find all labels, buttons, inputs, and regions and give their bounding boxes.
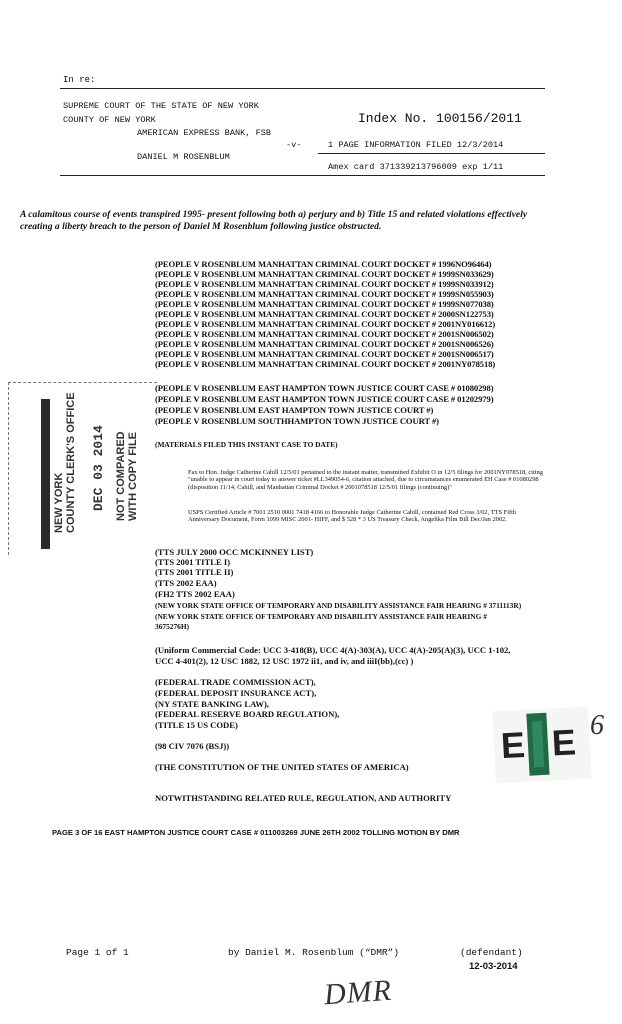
plaintiff-name: AMERICAN EXPRESS BANK, FSB bbox=[137, 128, 272, 138]
exhibit-tab bbox=[492, 707, 592, 784]
usps-note: USPS Certified Article # 7001 2510 0001 7418 4166 to Honorable Judge Catherine Cahill, contained Red Cross 3/02, TTS Fifth Anniversary Document, Form 1099 MISC 2001- HIFF, and $ 528 * 3 US Treasury Check, Angelika Film Bill Dec/Jan 2002. bbox=[188, 509, 517, 524]
clerk-stamp bbox=[8, 382, 157, 555]
footer-date: 12-03-2014 bbox=[469, 961, 518, 972]
federal-line: (FEDERAL RESERVE BOARD REGULATION), bbox=[155, 709, 340, 719]
court-line-2: COUNTY OF NEW YORK bbox=[63, 115, 156, 125]
footer-page: Page 1 of 1 bbox=[66, 947, 129, 958]
constitution-line: (THE CONSTITUTION OF THE UNITED STATES OF AMERICA) bbox=[155, 762, 409, 772]
header-top-rule bbox=[60, 88, 545, 89]
header-mid-rule bbox=[318, 153, 545, 154]
tts-line: (TTS JULY 2000 OCC MCKINNEY LIST) bbox=[155, 547, 314, 557]
otda-line: (NEW YORK STATE OFFICE OF TEMPORARY AND DISABILITY ASSISTANCE FAIR HEARING # 3711113R) bbox=[155, 601, 522, 610]
court-line-1: SUPREME COURT OF THE STATE OF NEW YORK bbox=[63, 101, 259, 111]
east-hampton-line: (PEOPLE V ROSENBLUM SOUTHHAMPTON TOWN JUSTICE COURT #) bbox=[155, 416, 439, 426]
in-re-label: In re: bbox=[63, 75, 96, 85]
stamp-date: DEC 03 2014 bbox=[91, 425, 106, 511]
tts-line: (TTS 2001 TITLE II) bbox=[155, 567, 234, 577]
docket-line: (PEOPLE V ROSENBLUM MANHATTAN CRIMINAL COURT DOCKET # 2001SN006517) bbox=[155, 349, 494, 359]
otda-line: 3675276H) bbox=[155, 622, 190, 631]
intro-statement: A calamitous course of events transpired 1995- present following both a) perjury and b) Title 15 and related violations effectively creating a liberty breach to the person of Daniel M Rosenblum following justice obstructed. bbox=[20, 209, 528, 232]
east-hampton-line: (PEOPLE V ROSENBLUM EAST HAMPTON TOWN JUSTICE COURT #) bbox=[155, 405, 434, 415]
ucc-line: UCC 4-401(2), 12 USC 1882, 12 USC 1972 ii1, and iv, and iiiI(bb),(cc) ) bbox=[155, 656, 414, 666]
docket-line: (PEOPLE V ROSENBLUM MANHATTAN CRIMINAL COURT DOCKET # 1999SN033912) bbox=[155, 279, 494, 289]
fax-note: Fax to Hon. Judge Catherine Cahill 12/5/01 pertained to the instant matter, transmitted Exhibit O in 12/5 filings for 2001NY078518, citing "unable to appear in court today to answer ticket #LL349054-6, citation attached, due to circumstances enumerated EH Case # 01080298 (disposition 11/14, Cahill, and Manhattan Criminal Docket # 2001078518 12/5/01 filings (continuing)" bbox=[188, 469, 543, 491]
index-number: Index No. 100156/2011 bbox=[358, 111, 522, 126]
info-filed-note: 1 PAGE INFORMATION FILED 12/3/2014 bbox=[328, 140, 504, 150]
otda-line: (NEW YORK STATE OFFICE OF TEMPORARY AND DISABILITY ASSISTANCE FAIR HEARING # bbox=[155, 612, 487, 621]
stamp-note-text bbox=[115, 431, 139, 521]
amex-card-note: Amex card 371339213796009 exp 1/11 bbox=[328, 162, 504, 172]
docket-line: (PEOPLE V ROSENBLUM MANHATTAN CRIMINAL COURT DOCKET # 1999SN077038) bbox=[155, 299, 494, 309]
docket-line: (PEOPLE V ROSENBLUM MANHATTAN CRIMINAL COURT DOCKET # 2001NY078518) bbox=[155, 359, 496, 369]
stamp-note-1: NOT COMPARED bbox=[115, 431, 127, 521]
docket-line: (PEOPLE V ROSENBLUM MANHATTAN CRIMINAL COURT DOCKET # 2000SN122753) bbox=[155, 309, 494, 319]
header-bottom-rule bbox=[60, 175, 545, 176]
federal-line: (TITLE 15 US CODE) bbox=[155, 720, 238, 730]
tts-line: (TTS 2001 TITLE I) bbox=[155, 557, 231, 567]
stamp-line-2: COUNTY CLERK'S OFFICE bbox=[65, 392, 77, 533]
docket-line: (PEOPLE V ROSENBLUM MANHATTAN CRIMINAL COURT DOCKET # 1999SN055903) bbox=[155, 289, 494, 299]
footer-role: (defendant) bbox=[460, 947, 523, 958]
federal-line: (FEDERAL TRADE COMMISSION ACT), bbox=[155, 677, 316, 687]
footer-author: by Daniel M. Rosenblum (“DMR”) bbox=[228, 947, 400, 958]
exhibit-letter-right: E bbox=[550, 721, 577, 764]
stamp-bar bbox=[41, 399, 50, 549]
civ-case: (98 CIV 7076 (BSJ)) bbox=[155, 741, 230, 751]
versus-mark: -v- bbox=[286, 140, 302, 150]
stamp-office-text bbox=[53, 392, 77, 533]
exhibit-number: 6 bbox=[590, 710, 604, 741]
federal-line: (NY STATE BANKING LAW), bbox=[155, 699, 269, 709]
tts-line: (TTS 2002 EAA) bbox=[155, 578, 217, 588]
east-hampton-line: (PEOPLE V ROSENBLUM EAST HAMPTON TOWN JUSTICE COURT CASE # 01080298) bbox=[155, 383, 494, 393]
docket-line: (PEOPLE V ROSENBLUM MANHATTAN CRIMINAL COURT DOCKET # 1999SN033629) bbox=[155, 269, 494, 279]
exhibit-letter-left: E bbox=[499, 723, 527, 767]
ucc-line: (Uniform Commercial Code: UCC 3-418(B), UCC 4(A)-303(A), UCC 4(A)-205(A)(3), UCC 1-102, bbox=[155, 645, 511, 655]
stamp-line-1: NEW YORK bbox=[53, 472, 65, 533]
page-note: PAGE 3 OF 16 EAST HAMPTON JUSTICE COURT CASE # 011003269 JUNE 26TH 2002 TOLLING MOTION BY DMR bbox=[52, 828, 460, 837]
materials-header: (MATERIALS FILED THIS INSTANT CASE TO DATE) bbox=[155, 440, 338, 449]
docket-line: (PEOPLE V ROSENBLUM MANHATTAN CRIMINAL COURT DOCKET # 2001NY016612) bbox=[155, 319, 496, 329]
signature: DMR bbox=[322, 973, 394, 1012]
east-hampton-line: (PEOPLE V ROSENBLUM EAST HAMPTON TOWN JUSTICE COURT CASE # 01202979) bbox=[155, 394, 494, 404]
tts-line: (FH2 TTS 2002 EAA) bbox=[155, 589, 235, 599]
defendant-name: DANIEL M ROSENBLUM bbox=[137, 152, 230, 162]
stamp-note-2: WITH COPY FILE bbox=[127, 431, 139, 521]
docket-line: (PEOPLE V ROSENBLUM MANHATTAN CRIMINAL COURT DOCKET # 2001SN006502) bbox=[155, 329, 494, 339]
notwithstanding-line: NOTWITHSTANDING RELATED RULE, REGULATION, AND AUTHORITY bbox=[155, 793, 452, 803]
docket-line: (PEOPLE V ROSENBLUM MANHATTAN CRIMINAL COURT DOCKET # 1996NO96464) bbox=[155, 259, 492, 269]
docket-line: (PEOPLE V ROSENBLUM MANHATTAN CRIMINAL COURT DOCKET # 2001SN006526) bbox=[155, 339, 494, 349]
federal-line: (FEDERAL DEPOSIT INSURANCE ACT), bbox=[155, 688, 317, 698]
